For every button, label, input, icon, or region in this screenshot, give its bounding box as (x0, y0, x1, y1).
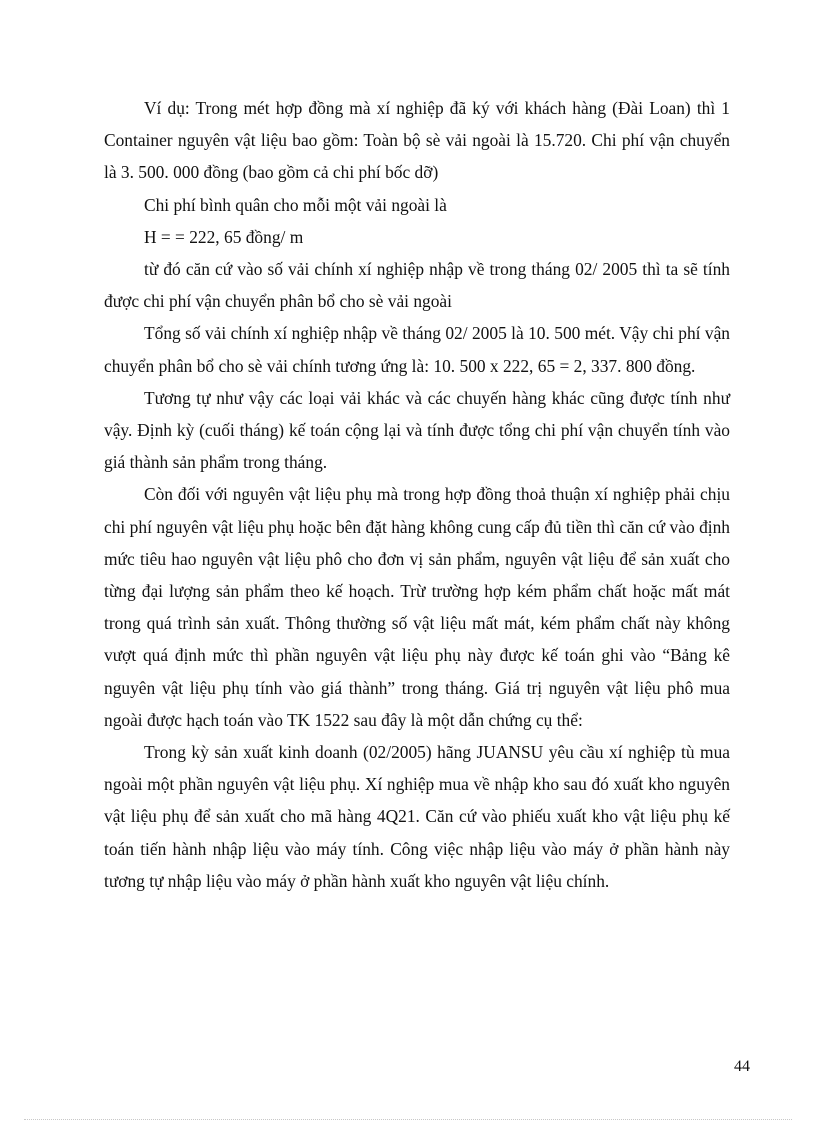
paragraph-example-contract: Ví dụ: Trong mét hợp đồng mà xí nghiệp đã ký với khách hàng (Đài Loan) thì 1 Container nguyên vật liệu bao gồm: Toàn bộ sè vải ngoài là 15.720. Chi phí vận chuyển là 3. 500. 000 đồng (bao gồm cả chi phí bốc dỡ) (104, 98, 730, 183)
paragraph-other-fabrics: Tương tự như vậy các loại vải khác và các chuyến hàng khác cũng được tính như vậy. Định kỳ (cuối tháng) kế toán cộng lại và tính được tổng chi phí vận chuyển tính vào giá thành sản phẩm trong tháng. (104, 387, 730, 473)
paragraph-allocation-basis: từ đó căn cứ vào số vải chính xí nghiệp nhập về trong tháng 02/ 2005 thì ta sẽ tính được chi phí vận chuyển phân bổ cho sè vải ngoài (104, 259, 730, 312)
paragraph-main-fabric-total: Tổng số vải chính xí nghiệp nhập về tháng 02/ 2005 là 10. 500 mét. Vậy chi phí vận chuyển phân bổ cho sè vải chính tương ứng là: 10. 500 x 222, 65 = 2, 337. 800 đồng. (104, 323, 730, 376)
footer-divider (24, 1119, 792, 1120)
paragraph-average-cost-formula: H = = 222, 65 đồng/ m (144, 226, 304, 247)
paragraph-auxiliary-materials: Còn đối với nguyên vật liệu phụ mà trong hợp đồng thoả thuận xí nghiệp phải chịu chi phí nguyên vật liệu phụ hoặc bên đặt hàng không cung cấp đủ tiền thì căn cứ vào định mức tiêu hao nguyên vật liệu phô cho đơn vị sản phẩm, nguyên vật liệu để sản xuất cho từng đại lượng sản phẩm theo kế hoạch. Trừ trường hợp kém phẩm chất hoặc mất mát trong quá trình sản xuất. Thông thường số vật liệu mất mát, kém phẩm chất này không vượt quá định mức thì phần nguyên vật liệu phụ này được kế toán ghi vào “Bảng kê nguyên vật liệu phụ tính vào giá thành” trong tháng. Giá trị nguyên vật liệu phô mua ngoài được hạch toán vào TK 1522 sau đây là một dẫn chứng cụ thể: (104, 484, 730, 730)
paragraph-juansu-example: Trong kỳ sản xuất kinh doanh (02/2005) hãng JUANSU yêu cầu xí nghiệp tù mua ngoài một phần nguyên vật liệu phụ. Xí nghiệp mua về nhập kho sau đó xuất kho nguyên vật liệu phụ để sản xuất cho mã hàng 4Q21. Căn cứ vào phiếu xuất kho vật liệu phụ kế toán tiến hành nhập liệu vào máy tính. Công việc nhập liệu vào máy ở phần hành này tương tự nhập liệu vào máy ở phần hành xuất kho nguyên vật liệu chính. (104, 742, 730, 891)
document-body (104, 92, 730, 897)
paragraph-average-cost-intro: Chi phí bình quân cho mỗi một vải ngoài là (144, 194, 447, 215)
page-number: 44 (734, 1058, 750, 1075)
